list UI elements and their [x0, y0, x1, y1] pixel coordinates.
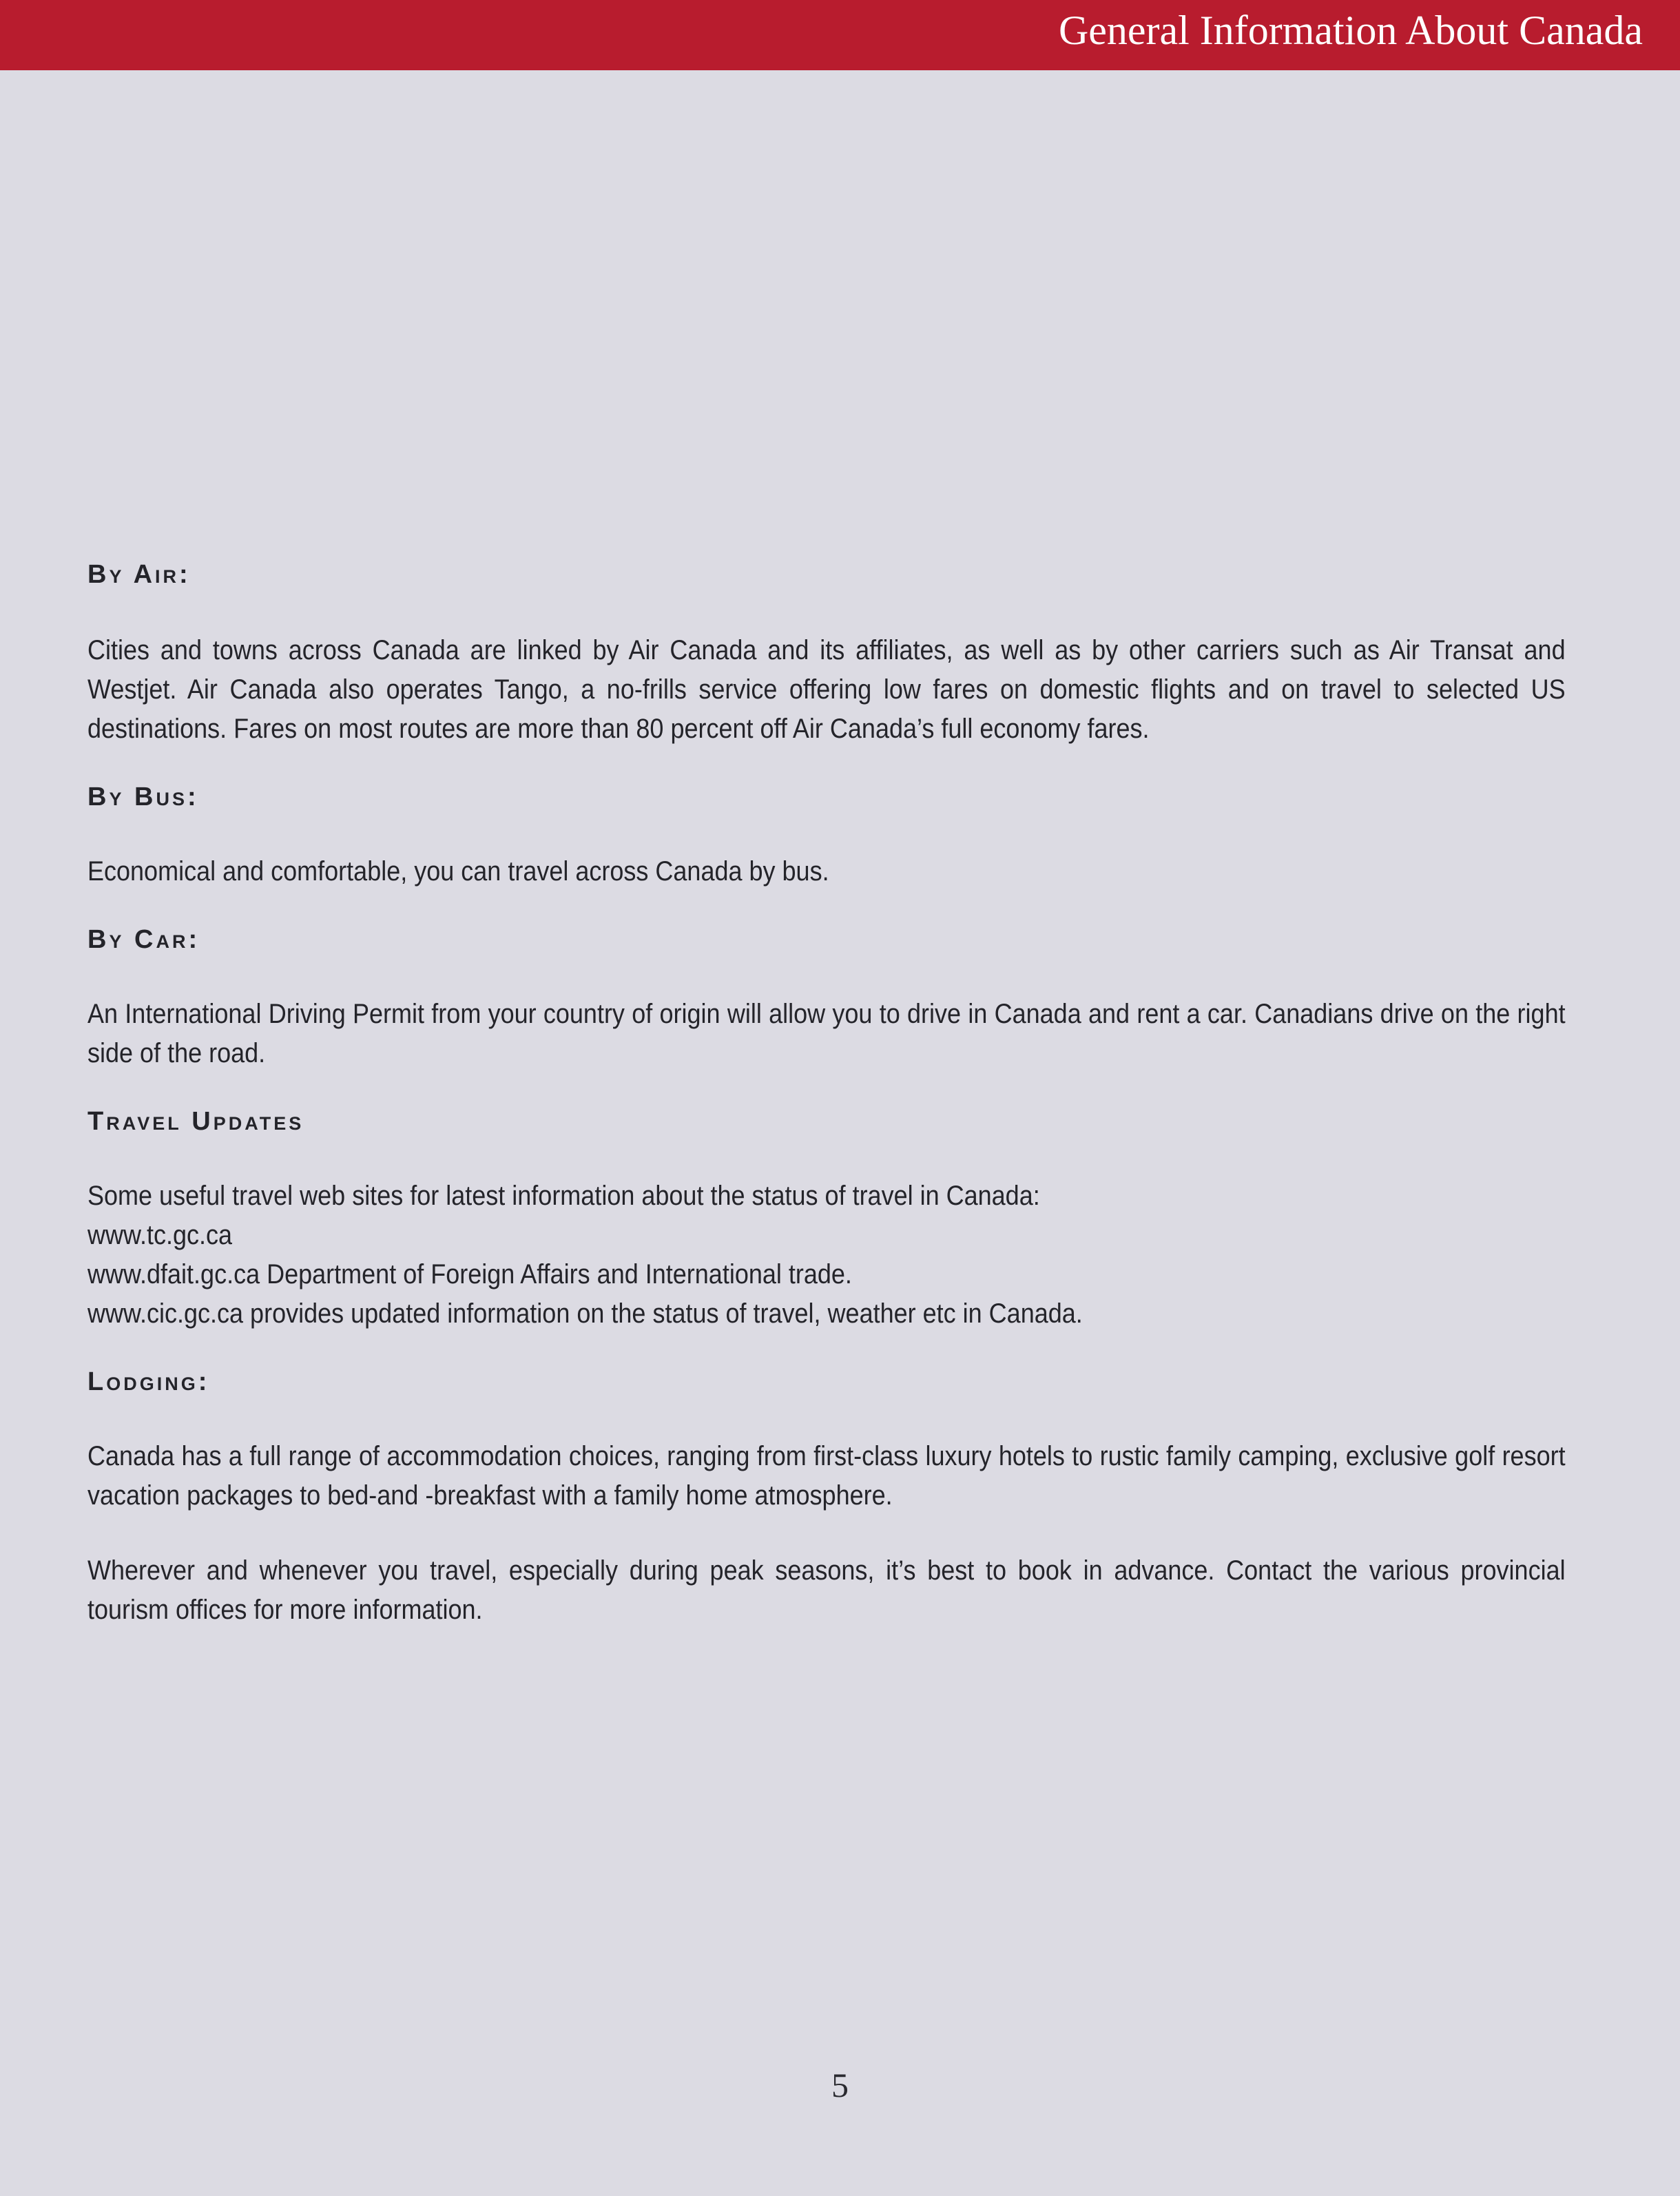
travel-updates-intro: Some useful travel web sites for latest information about the status of travel in Canada: [87, 1181, 1040, 1211]
section-heading-by-car: By Car: [87, 925, 200, 954]
section-heading-travel-updates: Travel Updates [87, 1107, 304, 1136]
section-text-by-air: Cities and towns across Canada are linked by Air Canada and its affiliates, as well as by other carriers such as Air Transat and Westjet. Air Canada also operates Tango, a no-frills service offering low fares on domestic flights and on travel to selected US destinations. Fares on most routes are more than 80 percent off Air Canada’s full economy fares. [87, 635, 1566, 744]
header-band [0, 0, 1680, 70]
travel-link-line: www.dfait.gc.ca Department of Foreign Affairs and International trade. [87, 1259, 852, 1289]
travel-updates-block [87, 1177, 1566, 1334]
section-text-by-car: An International Driving Permit from your country of origin will allow you to drive in Canada and rent a car. Canadians drive on the right side of the road. [87, 999, 1566, 1068]
section-heading-by-bus: By Bus: [87, 783, 199, 811]
section-text-by-bus: Economical and comfortable, you can travel across Canada by bus. [87, 856, 829, 887]
travel-link-line: www.tc.gc.ca [87, 1220, 233, 1250]
travel-link-line: www.cic.gc.ca provides updated information on the status of travel, weather etc in Canada. [87, 1298, 1083, 1329]
section-text-lodging-1: Canada has a full range of accommodation choices, ranging from first-class luxury hotels to rustic family camping, exclusive golf resort vacation packages to bed-and -breakfast with a family home atmosphere. [87, 1441, 1566, 1511]
section-text-lodging-2: Wherever and whenever you travel, especially during peak seasons, it’s best to book in advance. Contact the various provincial tourism offices for more information. [87, 1555, 1566, 1625]
page-header-title: General Information About Canada [1058, 8, 1643, 53]
page-number: 5 [831, 2066, 849, 2104]
section-heading-lodging: Lodging: [87, 1367, 210, 1396]
main-content [87, 554, 1566, 1630]
section-heading-by-air: By Air: [87, 560, 191, 589]
